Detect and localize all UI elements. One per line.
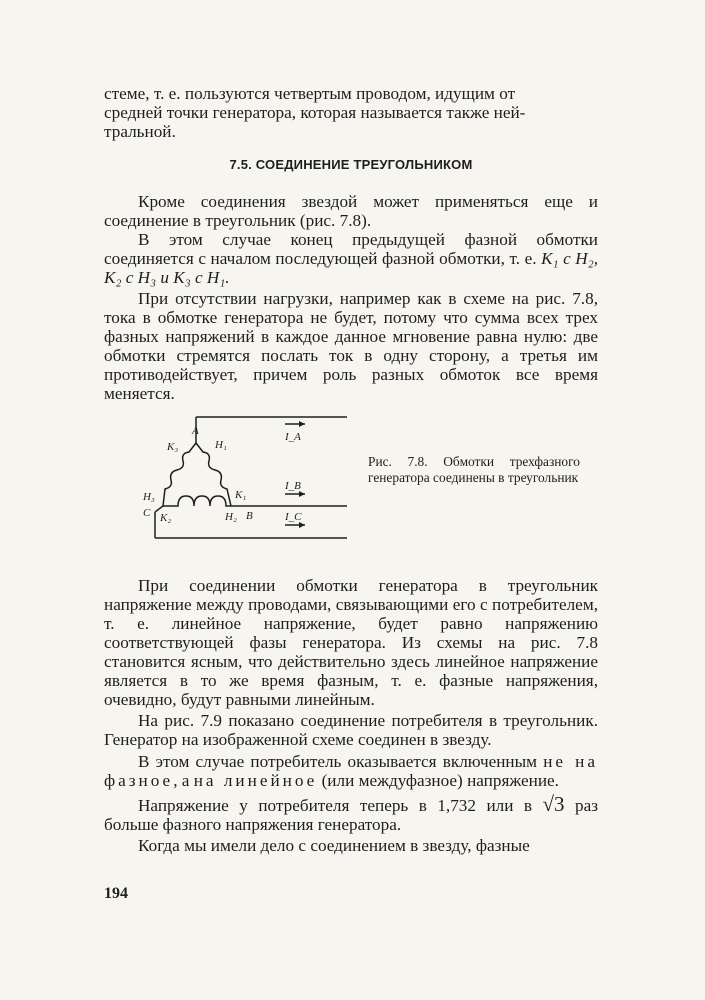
paragraph-6-pre: В этом случае потребитель оказывается включенным <box>138 752 538 771</box>
paragraph-7 <box>104 792 598 834</box>
label-ib: I_B <box>285 480 301 492</box>
paragraph-6-spaced-1: не на фазное <box>104 752 598 790</box>
paragraph-7-post: раз больше фазного напряжения генератора. <box>104 796 598 834</box>
figure-caption: Рис. 7.8. Обмотки трехфазного генератора соединены в треугольник <box>368 454 580 485</box>
paragraph-7-sqrt: √3 <box>542 792 565 816</box>
label-ic: I_C <box>285 511 302 523</box>
label-k1: K₁ <box>235 489 247 501</box>
paragraph-8: Когда мы имели дело с соединением в звезду, фазные <box>138 836 530 855</box>
paragraph-2-text: В этом случае конец предыдущей фазной обмотки соединяется с началом последующей фазной обмотки, т. е. <box>104 230 598 268</box>
paragraph-3: При отсутствии нагрузки, например как в схеме на рис. 7.8, тока в обмотке генератора не будет, потому что сумма всех трех фазных напряжений в каждое данное мгновение равна нулю: две обмотки стремятся послать ток в одну сторону, а третья им противодействует, причем роль разных обмоток все время меняется. <box>104 289 598 403</box>
paragraph-4: При соединении обмотки генератора в треугольник напряжение между проводами, связывающими его с потребителем, т. е. линейное напряжение, будет равно напряжению соответствующей фазы генератора. Из схемы на рис. 7.8 становится ясным, что действительно здесь линейное напряжение является в то же время фазным, т. е. фазные напряжения, очевидно, будут равными линейным. <box>104 576 598 709</box>
label-b: B <box>246 510 253 522</box>
page-number: 194 <box>104 885 128 902</box>
intro-line-2: средней точки генератора, которая называется также ней- <box>104 103 526 122</box>
label-ia: I_A <box>285 431 301 443</box>
label-k3: K₃ <box>167 441 179 453</box>
paragraph-6-post: (или междуфазное) напряжение. <box>321 771 559 790</box>
intro-line-1: стеме, т. е. пользуются четвертым проводом, идущим от <box>104 84 516 103</box>
triangle-winding-diagram <box>135 408 355 548</box>
paragraph-6-mid: , а <box>173 771 190 790</box>
label-h2: H₂ <box>225 511 237 523</box>
section-heading: 7.5. СОЕДИНЕНИЕ ТРЕУГОЛЬНИКОМ <box>229 157 473 172</box>
intro-line-3: тральной. <box>104 122 176 141</box>
paragraph-7-pre: Напряжение у потребителя теперь в 1,732 или в <box>138 796 533 815</box>
paragraph-6 <box>104 752 598 790</box>
bottom-coil <box>163 496 231 506</box>
paragraph-1: Кроме соединения звездой может применяться еще и соединение в треугольник (рис. 7.8). <box>104 192 598 230</box>
label-h1: H₁ <box>215 439 227 451</box>
intro-paragraph <box>104 84 598 141</box>
paragraph-2 <box>104 230 598 287</box>
arrowhead-ia <box>299 421 305 427</box>
label-c: C <box>143 507 151 519</box>
label-a: A <box>192 425 199 437</box>
section-body-top <box>104 192 598 403</box>
section-body-bottom <box>104 576 598 855</box>
label-h3: H₃ <box>143 491 155 503</box>
paragraph-6-spaced-2: на линейное <box>193 771 318 790</box>
paragraph-5: На рис. 7.9 показано соединение потребителя в треугольник. Генератор на изображенной схеме соединен в звезду. <box>104 711 598 749</box>
paragraph-2-formula: K₁ с H₂, K₂ с H₃ и K₃ с H₁. <box>104 249 598 287</box>
label-k2: K₂ <box>160 512 172 524</box>
